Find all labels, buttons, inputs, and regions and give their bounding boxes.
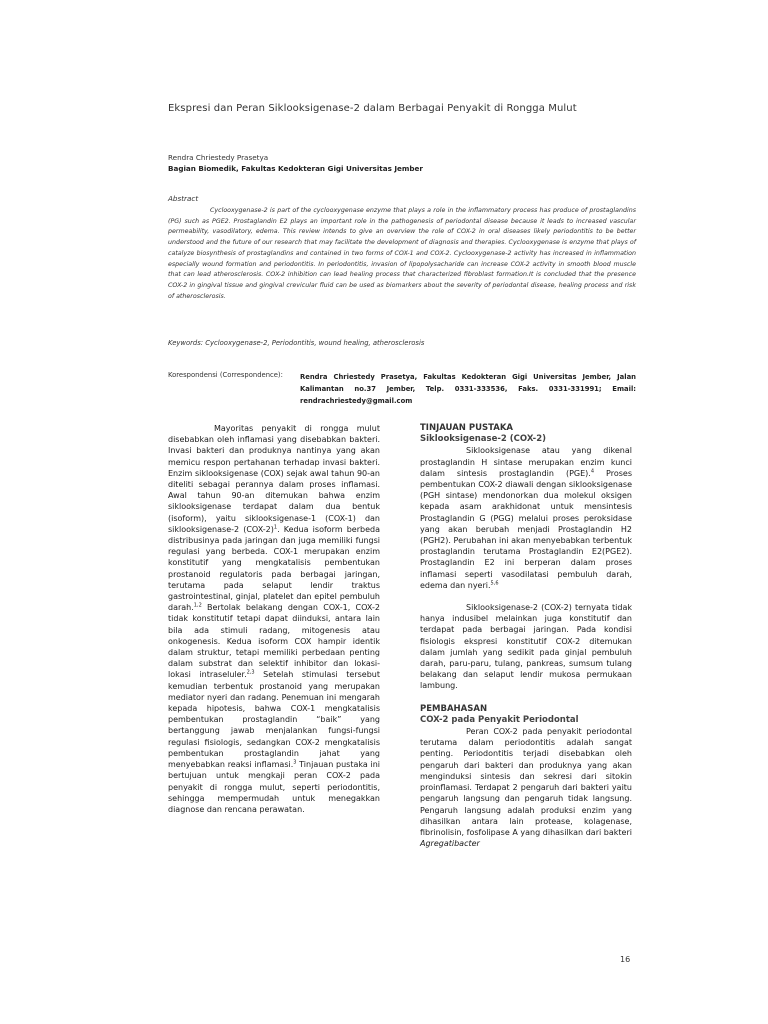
citation: 3 [293,759,297,766]
correspondence-details: Rendra Chriestedy Prasetya, Fakultas Kedokteran Gigi Universitas Jember, Jalan Kalimantan no.37 Jember, Telp. 0331-333536, Faks. 0331-331991; Email: rendrachriestedy@gmail.com [300,373,636,405]
subsection-heading-periodontal: COX-2 pada Penyakit Periodontal [420,714,579,725]
article-title: Ekspresi dan Peran Siklooksigenase-2 dalam Berbagai Penyakit di Rongga Mulut [168,103,577,114]
paragraph-text: Siklooksigenase atau yang dikenal prostaglandin H sintase merupakan enzim kunci dalam sintesis prostaglandin (PGE). [420,446,632,478]
keywords: Keywords: Cyclooxygenase-2, Periodontitis, wound healing, atherosclerosis [168,339,425,347]
right-column [420,423,632,849]
abstract-heading: Abstract [168,194,199,203]
page-number: 16 [620,955,631,964]
section-heading-pembahasan: PEMBAHASAN [420,703,488,714]
paragraph-periodontal [420,726,632,849]
species-name: Agregatibacter [420,839,480,849]
citation: 1 [273,524,278,531]
paragraph-cox2-constitutive: Siklooksigenase-2 (COX-2) ternyata tidak hanya indusibel melainkan juga konstitutif dan terdapat pada berbagai jaringan. Pada kondisi fisiologis ekspresi konstitutif COX-2 ditemukan dalam jumlah yang sedikit pada ginjal pembuluh darah, paru-paru, tulang, pankreas, sumsum tulang belakang dan selaput lendir mukosa permukaan lambung. [420,603,632,691]
intro-text-1: Mayoritas penyakit di rongga mulut disebabkan oleh inflamasi yang disebabkan bakteri. Invasi bakteri dan produknya nantinya yang akan memicu respon pertahanan terhadap invasi bakteri. Enzim siklooksigenase (COX) sejak awal tahun 90-an diteliti sebagai perannya dalam proses inflamasi. Awal tahun 90-an ditemukan bahwa enzim siklooksigenase terdapat dalam dua bentuk (isoform), yaitu siklooksigenase-1 (COX-1) dan siklooksigenase-2 (COX-2) [168,424,380,534]
correspondence-label: Korespondensi (Correspondence): [168,371,283,379]
paragraph-cox2-definition [420,445,632,591]
author-affiliation: Bagian Biomedik, Fakultas Kedokteran Gigi Universitas Jember [168,164,423,173]
paragraph-text: Proses pembentukan COX-2 diawali dengan siklooksigenase (PGH sintase) mendonorkan dua molekul oksigen kepada asam arakhidonat untuk mensintesis Prostaglandin G (PGG) melalui proses peroksidase yang akan berubah menjadi Prostaglandin H2 (PGH2). Perubahan ini akan menyebabkan terbentuk prostaglandin terutama Prostaglandin E2(PGE2). Prostaglandin E2 ini berperan dalam proses inflamasi seperti vasodilatasi pembuluh darah, edema dan nyeri. [420,468,632,590]
paragraph-text: Peran COX-2 pada penyakit periodontal terutama dalam periodontitis adalah sangat penting. Periodontitis terjadi disebabkan oleh pengaruh dari bakteri dan produknya yang akan menginduksi sintesis dan sekresi dari sitokin proinflamasi. Terdapat 2 pengaruh dari bakteri yaitu pengaruh langsung dan pengaruh tidak langsung. Pengaruh langsung adalah produksi enzim yang dihasilkan antara lain protease, kolagenase, fibrinolisin, fosfolipase A yang dihasilkan dari bakteri [420,727,632,837]
subsection-heading-cox2: Siklooksigenase-2 (COX-2) [420,434,547,445]
abstract-text: Cyclooxygenase-2 is part of the cyclooxygenase enzyme that plays a role in the inflammatory process has produce of prostaglandins (PG) such as PGE2. Prostaglandin E2 plays an important role in the pathogenesis of periodontal disease because it leads to increased vascular permeability, vasodilatory, edema. This review intends to give an overview the role of COX-2 in oral diseases likely periodontitis to be better understood and the future of our research that may facilitate the development of diagnosis and therapies. Cyclooxygenase is enzyme that plays of catalyze biosynthesis of prostaglandins and contained in two forms of COX-1 and COX-2. Cyclooxygenase-2 activity has increased in inflammation especially wound formation and periodontitis. In periodontitis, invasion of lipopolysacharide can increase COX-2 activity in smooth blood muscle that can lead atherosclerosis. COX-2 inhibition can lead healing process that characterized fibroblast formation.It is concluded that the presence COX-2 in gingival tissue and gingival crevicular fluid can be used as biomarkers about the severity of periodontal disease, healing process and risk of atherosclerosis. [168,207,636,300]
citation: 5,6 [490,580,499,587]
intro-text-5: Tinjauan pustaka ini bertujuan untuk mengkaji peran COX-2 pada penyakit di rongga mulut, seperti periodontitis, sehingga mempermudah untuk menegakkan diagnose dan rencana perawatan. [168,760,380,814]
intro-text-4: Setelah stimulasi tersebut kemudian terbentuk prostanoid yang merupakan mediator nyeri dan radang. Penemuan ini mengarah kepada hipotesis, bahwa COX-1 mengkatalisis pembentukan prostaglandin “baik” yang bertanggung jawab menjalankan fungsi-fungsi regulasi fisiologis, sedangkan COX-2 mengkatalisis pembentukan prostaglandin jahat yang menyebabkan reaksi inflamasi. [168,670,380,770]
citation: 2,3 [246,669,255,676]
intro-text-3: Bertolak belakang dengan COX-1, COX-2 tidak konstitutif tetapi dapat diinduksi, antara lain bila ada stimuli radang, mitogenesis atau onkogenesis. Kedua isoform COX hampir identik dalam struktur, tetapi memiliki perbedaan penting dalam substrat dan selektif inhibitor dan lokasi-lokasi intraseluler. [168,603,380,680]
citation: 4 [590,468,595,475]
author-name: Rendra Chriestedy Prasetya [168,153,269,162]
intro-paragraph [168,423,380,815]
intro-text-2: . Kedua isoform berbeda distribusinya pada jaringan dan juga memiliki fungsi regulasi yang berbeda. COX-1 merupakan enzim konstitutif yang mengkatalisis pembentukan prostanoid regulatoris pada berbagai jaringan, terutama pada selaput lendir traktus gastrointestinal, ginjal, platelet dan epitel pembuluh darah. [168,524,380,613]
section-heading-tinjauan: TINJAUAN PUSTAKA [420,423,513,433]
left-column [168,423,380,815]
citation: 1,2 [193,602,202,609]
